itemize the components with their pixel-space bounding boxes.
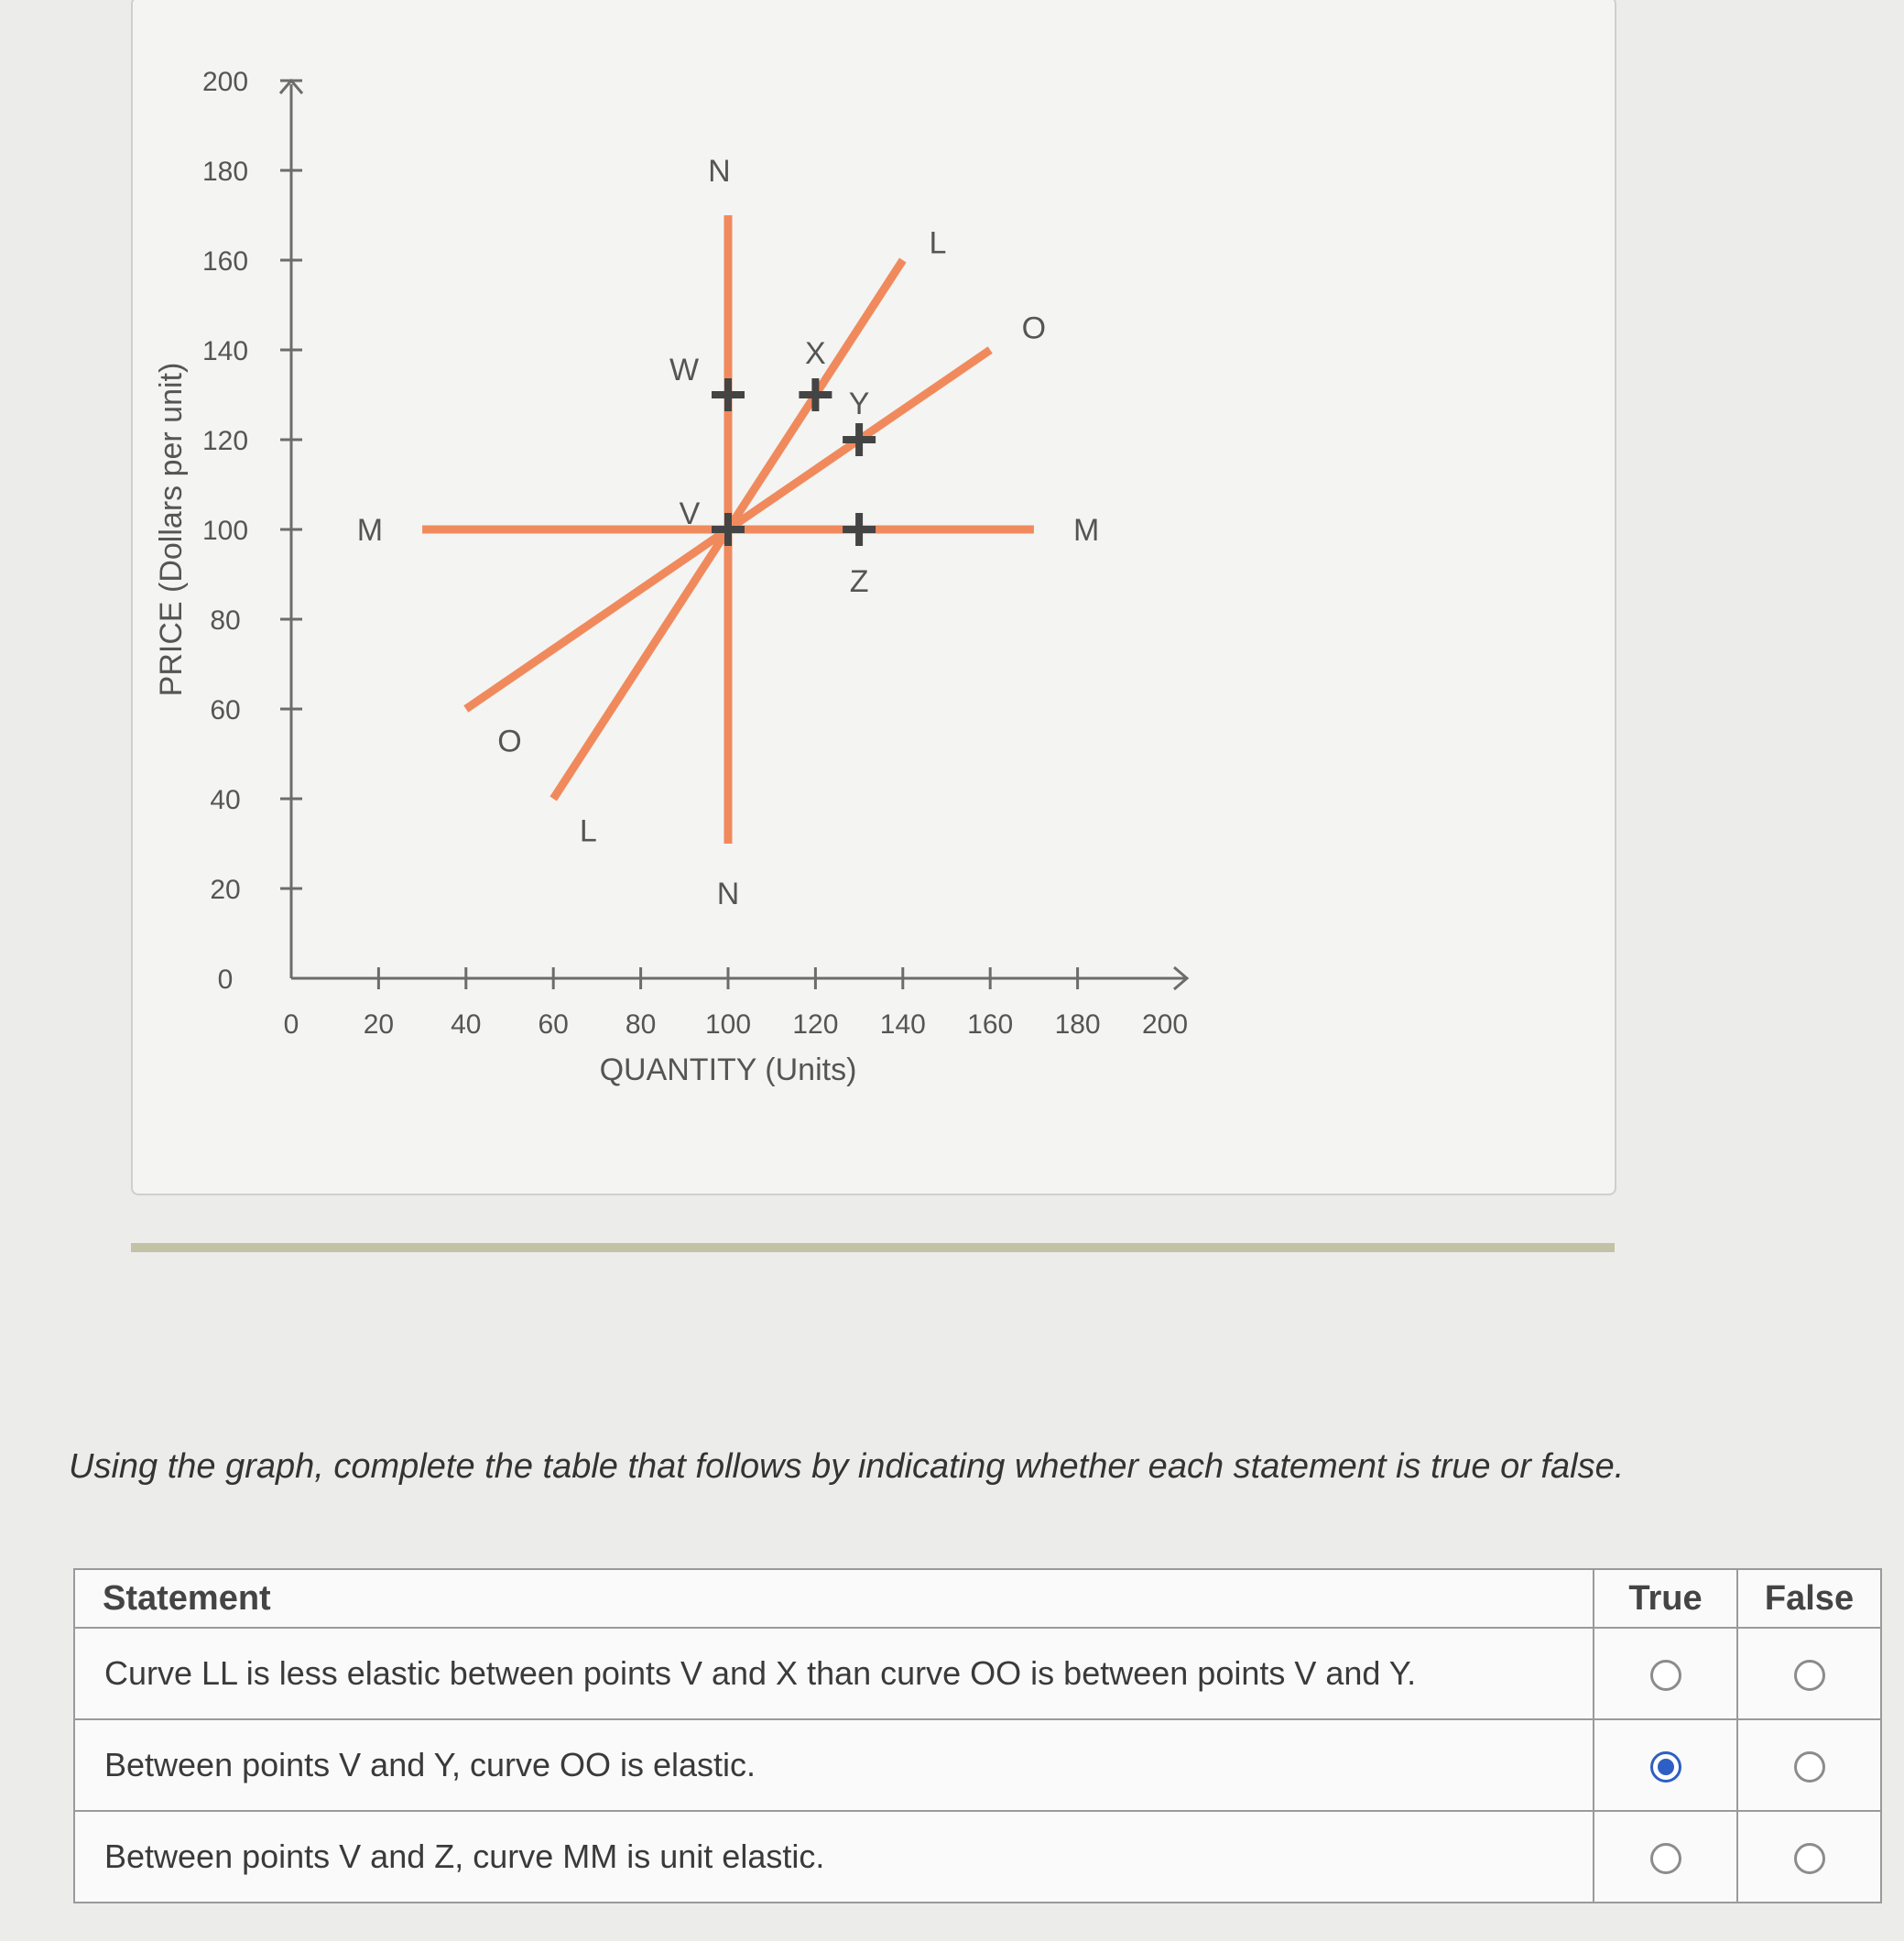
true-radio[interactable] [1650, 1843, 1681, 1874]
x-tick-label: 180 [1054, 1009, 1101, 1040]
y-tick-label: 180 [201, 157, 249, 187]
false-radio[interactable] [1794, 1751, 1825, 1783]
statement-table [73, 1568, 1882, 1903]
curve-label-l: L [929, 225, 947, 261]
point-label-y: Y [848, 387, 870, 421]
y-tick-label: 200 [201, 67, 249, 97]
y-tick-label: 40 [210, 785, 241, 815]
curve-label-m: M [356, 513, 384, 548]
y-tick-label: 60 [210, 695, 241, 725]
x-tick-label: 80 [625, 1009, 657, 1040]
x-tick-label: 120 [792, 1009, 839, 1040]
y-tick-label: 20 [210, 875, 241, 905]
curve-label-n: N [708, 154, 731, 189]
x-tick-label: 140 [879, 1009, 926, 1040]
x-tick-label: 60 [538, 1009, 569, 1040]
y-axis-label: PRICE (Dollars per unit) [153, 362, 189, 697]
table-row [74, 1811, 1881, 1903]
table-row [74, 1628, 1881, 1719]
curve-label-o: O [1021, 311, 1047, 346]
y-tick-label: 140 [201, 336, 249, 366]
x-tick-label: 100 [704, 1009, 752, 1040]
y-tick-label: 80 [210, 605, 241, 636]
true-header: True [1594, 1569, 1737, 1628]
false-radio[interactable] [1794, 1660, 1825, 1691]
x-tick-label: 200 [1141, 1009, 1189, 1040]
false-radio[interactable] [1794, 1843, 1825, 1874]
x-axis-label: QUANTITY (Units) [599, 1052, 857, 1087]
x-tick-label: 40 [451, 1009, 482, 1040]
y-tick-label: 0 [217, 965, 234, 995]
point-marker-w [712, 378, 745, 411]
curve-label-o: O [497, 724, 522, 759]
x-tick-label: 160 [967, 1009, 1014, 1040]
point-label-w: W [669, 353, 700, 387]
true-radio[interactable] [1650, 1751, 1681, 1783]
instruction-text: Using the graph, complete the table that follows by indicating whether each statement is true or false. [69, 1447, 1625, 1486]
statement-text: Curve LL is less elastic between points V and X than curve OO is between points V and Y. [74, 1628, 1594, 1719]
y-tick-label: 160 [201, 246, 249, 277]
statement-text: Between points V and Y, curve OO is elastic. [74, 1719, 1594, 1811]
point-label-z: Z [849, 564, 869, 599]
table-row [74, 1719, 1881, 1811]
x-tick-label: 0 [283, 1009, 299, 1040]
point-marker-z [843, 513, 876, 546]
table-header-row [74, 1569, 1881, 1628]
statement-text: Between points V and Z, curve MM is unit elastic. [74, 1811, 1594, 1903]
true-radio[interactable] [1650, 1660, 1681, 1691]
y-tick-label: 100 [201, 516, 249, 546]
point-label-x: X [805, 336, 826, 371]
point-label-v: V [679, 496, 701, 531]
section-divider [131, 1243, 1615, 1252]
y-tick-label: 120 [201, 426, 249, 456]
curve-label-n: N [716, 876, 740, 911]
false-header: False [1737, 1569, 1881, 1628]
curve-label-l: L [579, 813, 597, 849]
statement-header: Statement [74, 1569, 1594, 1628]
curve-label-m: M [1072, 513, 1100, 548]
x-tick-label: 20 [363, 1009, 395, 1040]
